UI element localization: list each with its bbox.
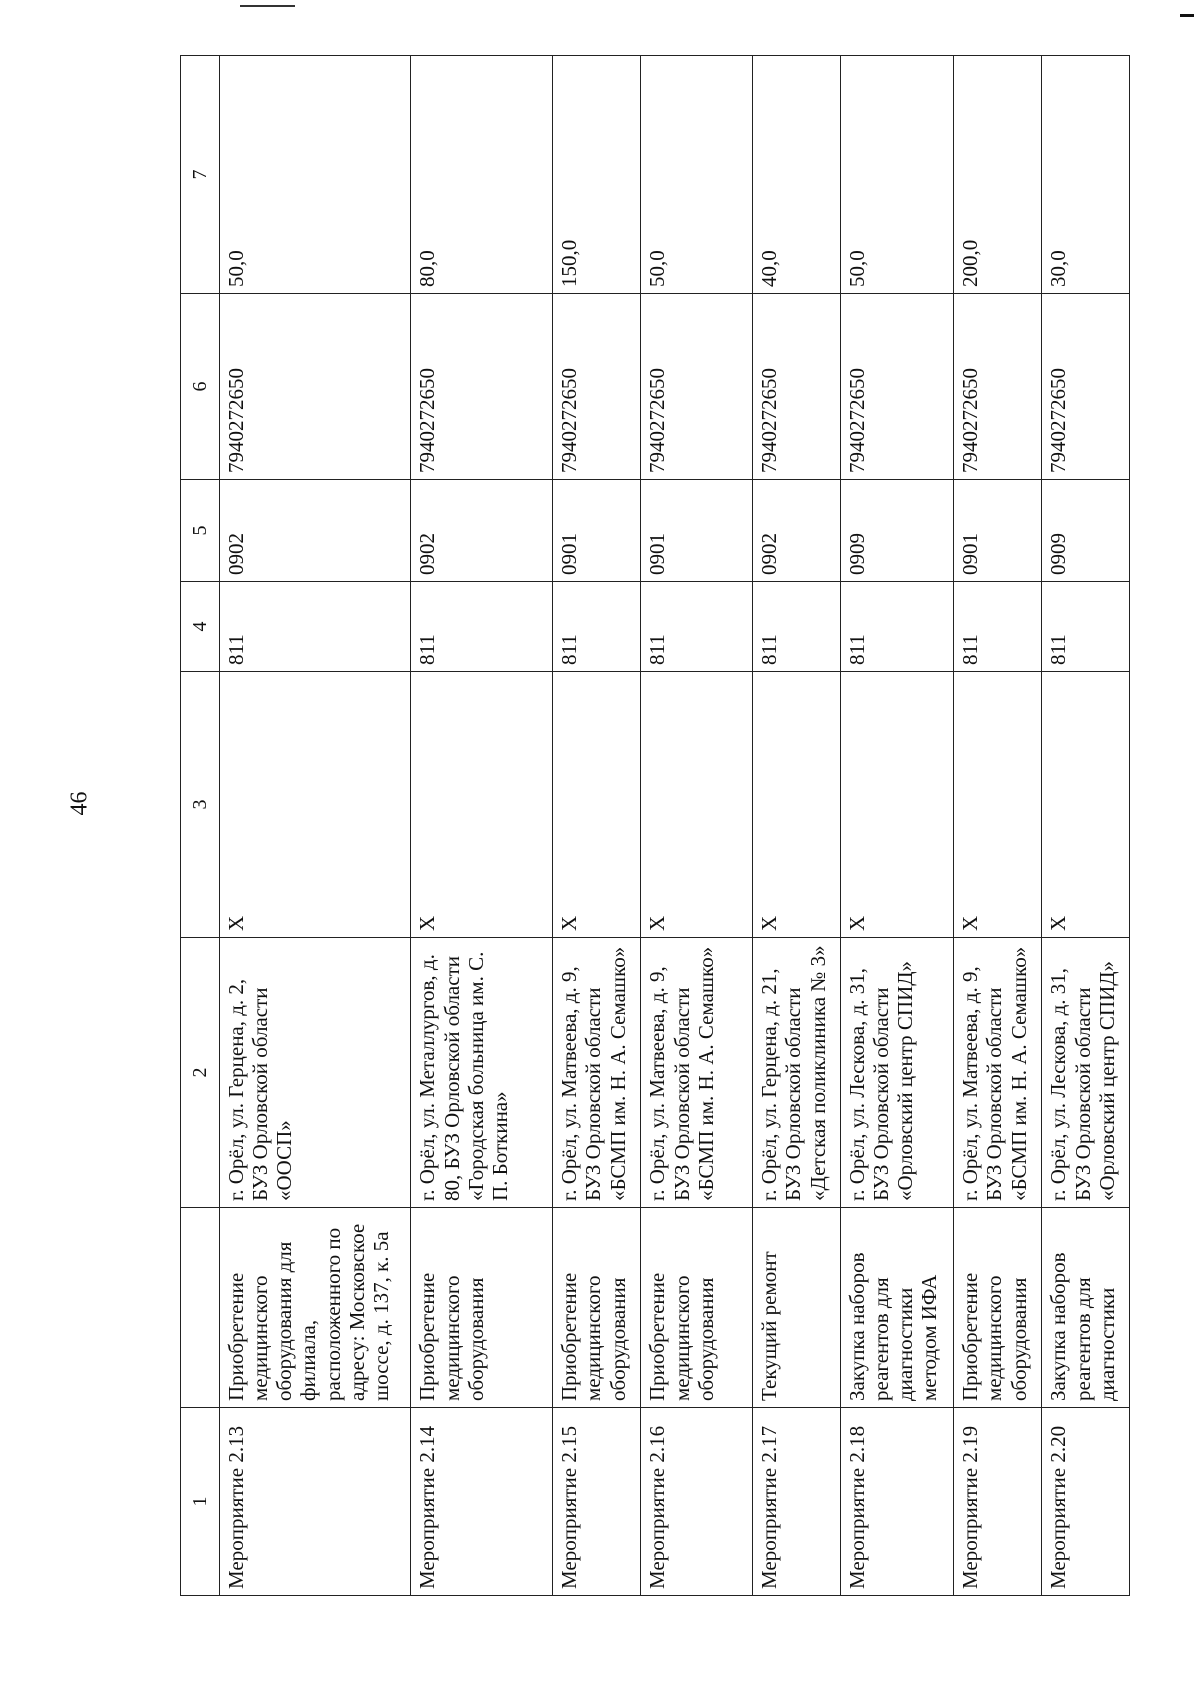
amount-cell: 200,0 bbox=[954, 56, 1042, 294]
code-6-cell: 7940272650 bbox=[411, 294, 553, 480]
x-mark-cell: X bbox=[954, 672, 1042, 938]
activity-id-cell: Мероприятие 2.18 bbox=[840, 1408, 953, 1596]
amount-cell: 80,0 bbox=[411, 56, 553, 294]
activity-id-cell: Мероприятие 2.17 bbox=[753, 1408, 841, 1596]
code-5-cell: 0901 bbox=[641, 480, 753, 582]
code-4-cell: 811 bbox=[411, 582, 553, 672]
code-4-cell: 811 bbox=[553, 582, 641, 672]
activities-table bbox=[180, 55, 1130, 1596]
code-5-cell: 0909 bbox=[1042, 480, 1130, 582]
institution-cell: г. Орёл, ул. Герцена, д. 2, БУЗ Орловской области «ООСП» bbox=[220, 938, 411, 1208]
code-6-cell: 7940272650 bbox=[553, 294, 641, 480]
code-4-cell: 811 bbox=[1042, 582, 1130, 672]
code-4-cell: 811 bbox=[753, 582, 841, 672]
activity-name-cell: Приобретение медицинского оборудования bbox=[954, 1208, 1042, 1408]
code-6-cell: 7940272650 bbox=[220, 294, 411, 480]
activity-name-cell: Приобретение медицинского оборудования для филиала, расположенного по адресу: Московское шоссе, д. 137, к. 5а bbox=[220, 1208, 411, 1408]
amount-cell: 40,0 bbox=[753, 56, 841, 294]
activity-name-cell: Закупка наборов реагентов для диагностики методом ИФА bbox=[840, 1208, 953, 1408]
institution-cell: г. Орёл, ул. Матвеева, д. 9, БУЗ Орловской области «БСМП им. Н. А. Семашко» bbox=[553, 938, 641, 1208]
x-mark-cell: X bbox=[553, 672, 641, 938]
code-6-cell: 7940272650 bbox=[840, 294, 953, 480]
header-cell: 3 bbox=[181, 672, 220, 938]
code-5-cell: 0902 bbox=[220, 480, 411, 582]
code-6-cell: 7940272650 bbox=[1042, 294, 1130, 480]
activity-name-cell: Приобретение медицинского оборудования bbox=[553, 1208, 641, 1408]
code-6-cell: 7940272650 bbox=[954, 294, 1042, 480]
table-row bbox=[220, 56, 411, 1596]
code-5-cell: 0909 bbox=[840, 480, 953, 582]
institution-cell: г. Орёл, ул. Матвеева, д. 9, БУЗ Орловской области «БСМП им. Н. А. Семашко» bbox=[641, 938, 753, 1208]
activity-name-cell: Закупка наборов реагентов для диагностики bbox=[1042, 1208, 1130, 1408]
x-mark-cell: X bbox=[411, 672, 553, 938]
amount-cell: 30,0 bbox=[1042, 56, 1130, 294]
code-5-cell: 0901 bbox=[954, 480, 1042, 582]
table-row bbox=[954, 56, 1042, 1596]
institution-cell: г. Орёл, ул. Лескова, д. 31, БУЗ Орловской области «Орловский центр СПИД» bbox=[1042, 938, 1130, 1208]
activity-name-cell: Приобретение медицинского оборудования bbox=[641, 1208, 753, 1408]
activity-name-cell: Текущий ремонт bbox=[753, 1208, 841, 1408]
code-4-cell: 811 bbox=[840, 582, 953, 672]
header-cell: 1 bbox=[181, 1408, 220, 1596]
header-cell: 2 bbox=[181, 938, 220, 1208]
amount-cell: 50,0 bbox=[641, 56, 753, 294]
header-row bbox=[181, 56, 220, 1596]
header-cell bbox=[181, 1208, 220, 1408]
code-4-cell: 811 bbox=[220, 582, 411, 672]
activity-id-cell: Мероприятие 2.16 bbox=[641, 1408, 753, 1596]
rotated-table-wrapper bbox=[180, 56, 1130, 1596]
activity-id-cell: Мероприятие 2.15 bbox=[553, 1408, 641, 1596]
institution-cell: г. Орёл, ул. Металлургов, д. 80, БУЗ Орловской области «Городская больница им. С. П. Боткина» bbox=[411, 938, 553, 1208]
x-mark-cell: X bbox=[753, 672, 841, 938]
header-cell: 4 bbox=[181, 582, 220, 672]
header-cell: 7 bbox=[181, 56, 220, 294]
code-5-cell: 0902 bbox=[411, 480, 553, 582]
header-cell: 6 bbox=[181, 294, 220, 480]
table-row bbox=[753, 56, 841, 1596]
page-number: 46 bbox=[66, 791, 93, 816]
edge-mark bbox=[1180, 14, 1194, 17]
code-6-cell: 7940272650 bbox=[753, 294, 841, 480]
amount-cell: 50,0 bbox=[220, 56, 411, 294]
code-5-cell: 0901 bbox=[553, 480, 641, 582]
x-mark-cell: X bbox=[641, 672, 753, 938]
table-row bbox=[641, 56, 753, 1596]
activity-id-cell: Мероприятие 2.13 bbox=[220, 1408, 411, 1596]
code-6-cell: 7940272650 bbox=[641, 294, 753, 480]
activity-id-cell: Мероприятие 2.19 bbox=[954, 1408, 1042, 1596]
header-cell: 5 bbox=[181, 480, 220, 582]
table-row bbox=[1042, 56, 1130, 1596]
table-row bbox=[411, 56, 553, 1596]
institution-cell: г. Орёл, ул. Герцена, д. 21, БУЗ Орловской области «Детская поликлиника № 3» bbox=[753, 938, 841, 1208]
institution-cell: г. Орёл, ул. Матвеева, д. 9, БУЗ Орловской области «БСМП им. Н. А. Семашко» bbox=[954, 938, 1042, 1208]
x-mark-cell: X bbox=[840, 672, 953, 938]
activity-id-cell: Мероприятие 2.20 bbox=[1042, 1408, 1130, 1596]
activity-id-cell: Мероприятие 2.14 bbox=[411, 1408, 553, 1596]
table-row bbox=[553, 56, 641, 1596]
x-mark-cell: X bbox=[220, 672, 411, 938]
code-4-cell: 811 bbox=[641, 582, 753, 672]
table-rotation-frame bbox=[180, 56, 1130, 1596]
institution-cell: г. Орёл, ул. Лескова, д. 31, БУЗ Орловской области «Орловский центр СПИД» bbox=[840, 938, 953, 1208]
amount-cell: 150,0 bbox=[553, 56, 641, 294]
top-rule bbox=[240, 5, 295, 7]
code-5-cell: 0902 bbox=[753, 480, 841, 582]
table-row bbox=[840, 56, 953, 1596]
activity-name-cell: Приобретение медицинского оборудования bbox=[411, 1208, 553, 1408]
x-mark-cell: X bbox=[1042, 672, 1130, 938]
amount-cell: 50,0 bbox=[840, 56, 953, 294]
code-4-cell: 811 bbox=[954, 582, 1042, 672]
